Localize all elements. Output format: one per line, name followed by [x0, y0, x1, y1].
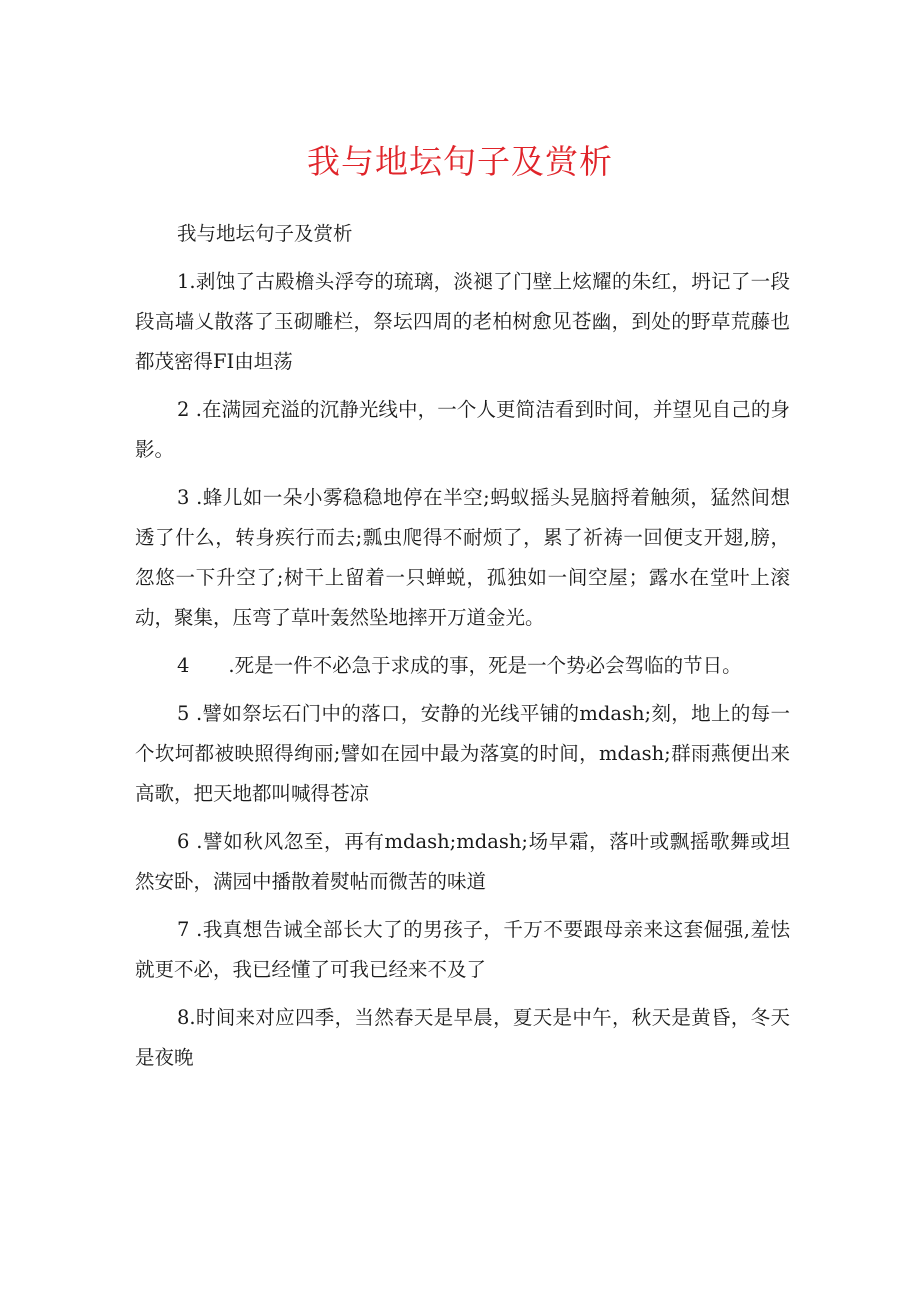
paragraph-2: 2 .在满园充溢的沉静光线中，一个人更简洁看到时间，并望见自己的身影。: [135, 398, 790, 461]
paragraph-1: 1.剥蚀了古殿檐头浮夸的琉璃，淡褪了门壁上炫耀的朱红，坍记了一段段高墙乂散落了玉砌雕栏，祭坛四周的老柏树愈见苍幽，到处的野草荒藤也都茂密得FI由坦荡: [135, 270, 790, 373]
document-subtitle: 我与地坛句子及赏析: [177, 222, 353, 245]
paragraph-4: 4 .死是一件不必急于求成的事，死是一个势必会驾临的节日。: [177, 654, 742, 677]
paragraph-5: 5 .譬如祭坛石门中的落口，安静的光线平铺的mdash;刻，地上的每一个坎坷都被映照得绚丽;譬如在园中最为落寞的时间，mdash;群雨燕便出来高歌，把天地都叫喊得苍凉: [135, 702, 790, 805]
paragraph-6: 6 .譬如秋风忽至，再有mdash;mdash;场早霜，落叶或飘摇歌舞或坦然安卧，满园中播散着熨帖而微苦的味道: [135, 830, 790, 893]
document-title: 我与地坛句子及赏析: [307, 142, 613, 181]
document-body: [135, 214, 790, 1086]
paragraph-8: 8.时间来对应四季，当然春天是早晨，夏天是中午，秋天是黄昏，冬天是夜晚: [135, 1006, 790, 1069]
paragraph-3: 3 .蜂儿如一朵小雾稳稳地停在半空;蚂蚁摇头晃脑捋着触须，猛然间想透了什么，转身疾行而去;瓢虫爬得不耐烦了，累了祈祷一回便支开翅,膀，忽悠一下升空了;树干上留着一只蝉蜕，孤独如一间空屋；露水在堂叶上滚动，聚集，压弯了草叶轰然坠地摔开万道金光。: [135, 486, 790, 629]
paragraph-7: 7 .我真想告诫全部长大了的男孩子，千万不要跟母亲来这套倔强,羞怯就更不必，我已经懂了可我已经来不及了: [135, 918, 790, 981]
